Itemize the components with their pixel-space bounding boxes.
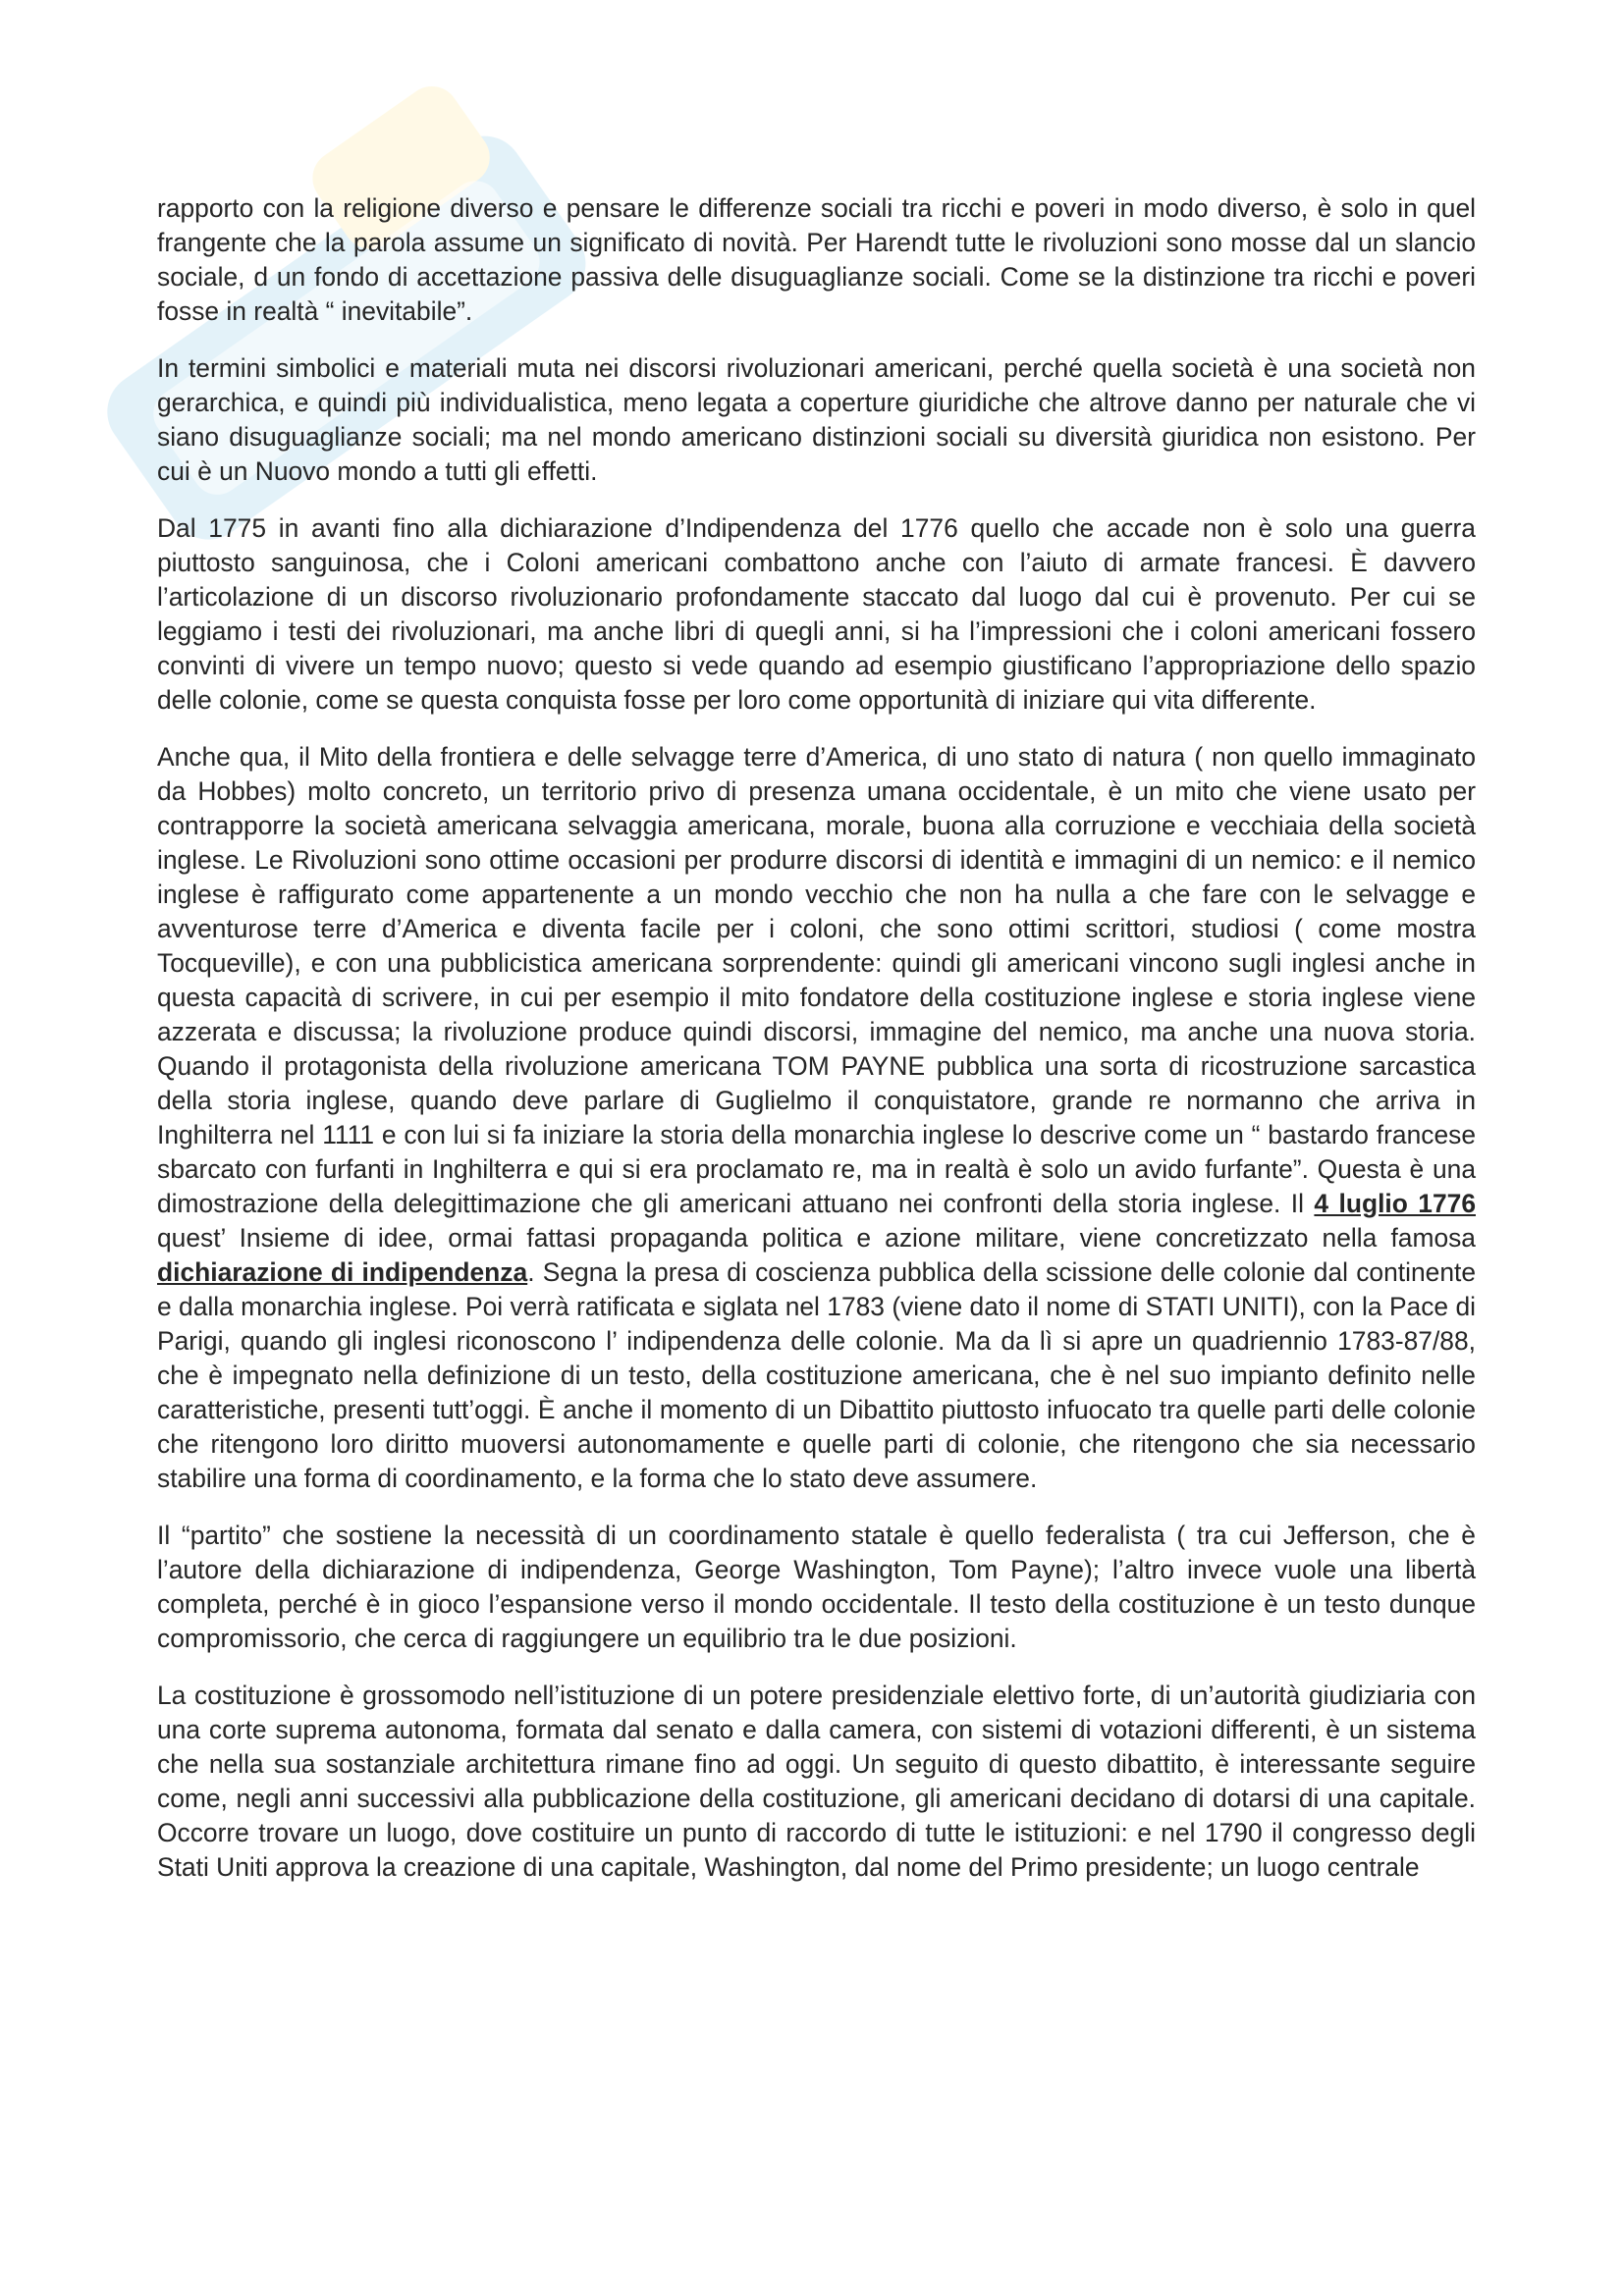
- document-page: [157, 191, 1476, 1885]
- paragraph-3: Dal 1775 in avanti fino alla dichiarazione d’Indipendenza del 1776 quello che accade non è solo una guerra piuttosto sanguinosa, che i Coloni americani combattono anche con l’aiuto di armate francesi. È davvero l’articolazione di un discorso rivoluzionario profondamente staccato dal luogo dal cui è provenuto. Per cui se leggiamo i testi dei rivoluzionari, ma anche libri di quegli anni, si ha l’impressioni che i coloni americani fossero convinti di vivere un tempo nuovo; questo si vede quando ad esempio giustificano l’appropriazione dello spazio delle colonie, come se questa conquista fosse per loro come opportunità di iniziare qui vita differente.: [157, 513, 1476, 715]
- highlight-declaration: dichiarazione di indipendenza: [157, 1257, 528, 1287]
- paragraph-5: Il “partito” che sostiene la necessità di un coordinamento statale è quello federalista ( tra cui Jefferson, che è l’autore della dichiarazione di indipendenza, George Washington, Tom Payne); l’altro invece vuole una libertà completa, perché è in gioco l’espansione verso il mondo occidentale. Il testo della costituzione è un testo dunque compromissorio, che cerca di raggiungere un equilibrio tra le due posizioni.: [157, 1521, 1476, 1653]
- paragraph-4-part-b: quest’ Insieme di idee, ormai fattasi propaganda politica e azione militare, viene concretizzato nella famosa: [157, 1223, 1476, 1253]
- paragraph-4-part-c: . Segna la presa di coscienza pubblica della scissione delle colonie dal continente e dalla monarchia inglese. Poi verrà ratificata e siglata nel 1783 (viene dato il nome di STATI UNITI), con la Pace di Parigi, quando gli inglesi riconoscono l’ indipendenza delle colonie. Ma da lì si apre un quadriennio 1783-87/88, che è impegnato nella definizione di un testo, della costituzione americana, che è nel suo impianto definito nelle caratteristiche, presenti tutt’oggi. È anche il momento di un Dibattito piuttosto infuocato tra quelle parti delle colonie che ritengono loro diritto muoversi autonomamente e quelle parti di colonie, che ritengono che sia necessario stabilire una forma di coordinamento, e la forma che lo stato deve assumere.: [157, 1257, 1477, 1493]
- paragraph-2: In termini simbolici e materiali muta nei discorsi rivoluzionari americani, perché quella società è una società non gerarchica, e quindi più individualistica, meno legata a coperture giuridiche che altrove danno per naturale che vi siano disuguaglianze sociali; ma nel mondo americano distinzioni sociali su diversità giuridica non esistono. Per cui è un Nuovo mondo a tutti gli effetti.: [157, 353, 1476, 486]
- paragraph-1: rapporto con la religione diverso e pensare le differenze sociali tra ricchi e poveri in modo diverso, è solo in quel frangente che la parola assume un significato di novità. Per Harendt tutte le rivoluzioni sono mosse dal un slancio sociale, d un fondo di accettazione passiva delle disuguaglianze sociali. Come se la distinzione tra ricchi e poveri fosse in realtà “ inevitabile”.: [157, 193, 1476, 326]
- paragraph-4: [157, 740, 1476, 1496]
- paragraph-4-part-a: Anche qua, il Mito della frontiera e delle selvagge terre d’America, di uno stato di natura ( non quello immaginato da Hobbes) molto concreto, un territorio privo di presenza umana occidentale, è un mito che viene usato per contrapporre la società americana selvaggia americana, morale, buona alla corruzione e vecchiaia della società inglese. Le Rivoluzioni sono ottime occasioni per produrre discorsi di identità e immagini di un nemico: e il nemico inglese è raffigurato come appartenente a un mondo vecchio che non ha nulla a che fare con le selvagge e avventurose terre d’America e diventa facile per i coloni, che sono ottimi scrittori, studiosi ( come mostra Tocqueville), e con una pubblicistica americana sorprendente: quindi gli americani vincono sugli inglesi anche in questa capacità di scrivere, in cui per esempio il mito fondatore della costituzione inglese e storia inglese viene azzerata e discussa; la rivoluzione produce quindi discorsi, immagine del nemico, ma anche una nuova storia. Quando il protagonista della rivoluzione americana TOM PAYNE pubblica una sorta di ricostruzione sarcastica della storia inglese, quando deve parlare di Guglielmo il conquistatore, grande re normanno che arriva in Inghilterra nel 1111 e con lui si fa iniziare la storia della monarchia inglese lo descrive come un “ bastardo francese sbarcato con furfanti in Inghilterra e qui si era proclamato re, ma in realtà è solo un avido furfante”. Questa è una dimostrazione della delegittimazione che gli americani attuano nei confronti della storia inglese. Il: [157, 742, 1476, 1218]
- highlight-date: 4 luglio 1776: [1314, 1189, 1476, 1218]
- paragraph-6: La costituzione è grossomodo nell’istituzione di un potere presidenziale elettivo forte, di un’autorità giudiziaria con una corte suprema autonoma, formata dal senato e dalla camera, con sistemi di votazioni differenti, è un sistema che nella sua sostanziale architettura rimane fino ad oggi. Un seguito di questo dibattito, è interessante seguire come, negli anni successivi alla pubblicazione della costituzione, gli americani decidano di dotarsi di una capitale. Occorre trovare un luogo, dove costituire un punto di raccordo di tutte le istituzioni: e nel 1790 il congresso degli Stati Uniti approva la creazione di una capitale, Washington, dal nome del Primo presidente; un luogo centrale: [157, 1681, 1476, 1882]
